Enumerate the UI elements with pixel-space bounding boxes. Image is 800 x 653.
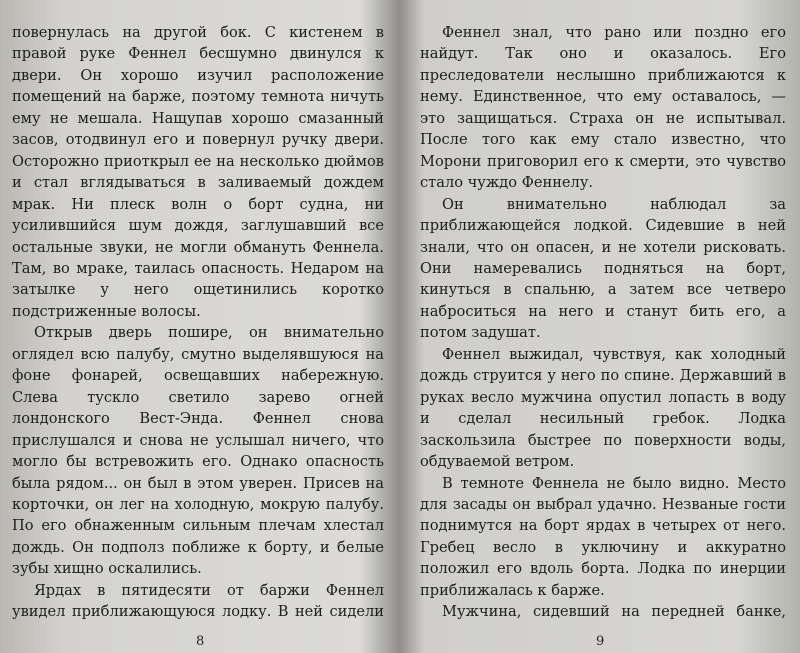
right-paragraph-2: Он внимательно наблюдал за приближающейся лодкой. Сидевшие в ней знали, что он опасен, и не хотели рисковать. Они намеревались подняться на борт, кинуться в спальню, а затем все четверо наброситься на него и станут бить его, а потом задушат. [420,195,786,342]
left-paragraph-2: Открыв дверь пошире, он внимательно оглядел всю палубу, смутно выделявшуюся на фоне фонарей, освещавших набережную. Слева тускло светило зарево огней лондонского Вест-Энда. Феннел снова прислушался и снова не услышал ничего, что могло бы встревожить его. Однако опасность была рядом... он был в этом уверен. Присев на корточки, он лег на холодную, мокрую палубу. По его обнаженным сильным плечам хлестал дождь. Он подполз поближе к борту, и белые зубы хищно оскалились. [12,324,384,578]
left-paragraph-1: повернулась на другой бок. С кистенем в правой руке Феннел бесшумно двинулся к двери. Он хорошо изучил расположение помещений на барже, поэтому темнота ничуть ему не мешала. Нащупав хорошо смазанный засов, отодвинул его и повернул ручку двери. Осторожно приоткрыл ее на несколько дюймов и стал вглядываться в заливаемый дождем мрак. Ни плеск волн о борт судна, ни усилившийся шум дождя, заглушавший все остальные звуки, не могли обмануть Феннела. Там, во мраке, таилась опасность. Недаром на затылке у него ощетинились коротко подстриженные волосы. [12,24,384,320]
right-paragraph-5: Мужчина, сидевший на передней банке, [442,603,786,621]
right-paragraph-1: Феннел знал, что рано или поздно его найдут. Так оно и оказалось. Его преследователи неслышно приближаются к нему. Единственное, что ему оставалось, — это защищаться. Страха он не испытывал. После того как ему стало известно, что Морони приговорил его к смерти, это чувство стало чуждо Феннелу. [420,24,786,192]
right-page-number: 9 [596,634,605,649]
left-page [12,22,384,623]
right-paragraph-3: Феннел выжидал, чувствуя, как холодный дождь струится у него по спине. Державший в руках весло мужчина опустил лопасть в воду и сделал несильный гребок. Лодка заскользила быстрее по поверхности воды, обдуваемой ветром. [420,345,786,471]
right-page [420,22,786,623]
right-paragraph-4: В темноте Феннела не было видно. Место для засады он выбрал удачно. Незваные гости поднимутся на борт ярдах в четырех от него. Гребец весло в уключину и аккуратно положил его вдоль борта. Лодка по инерции приближалась к барже. [420,474,786,599]
left-paragraph-3: Ярдах в пятидесяти от баржи Феннел увидел приближающуюся лодку. В ней сидели [12,581,384,621]
left-page-number: 8 [196,634,205,649]
